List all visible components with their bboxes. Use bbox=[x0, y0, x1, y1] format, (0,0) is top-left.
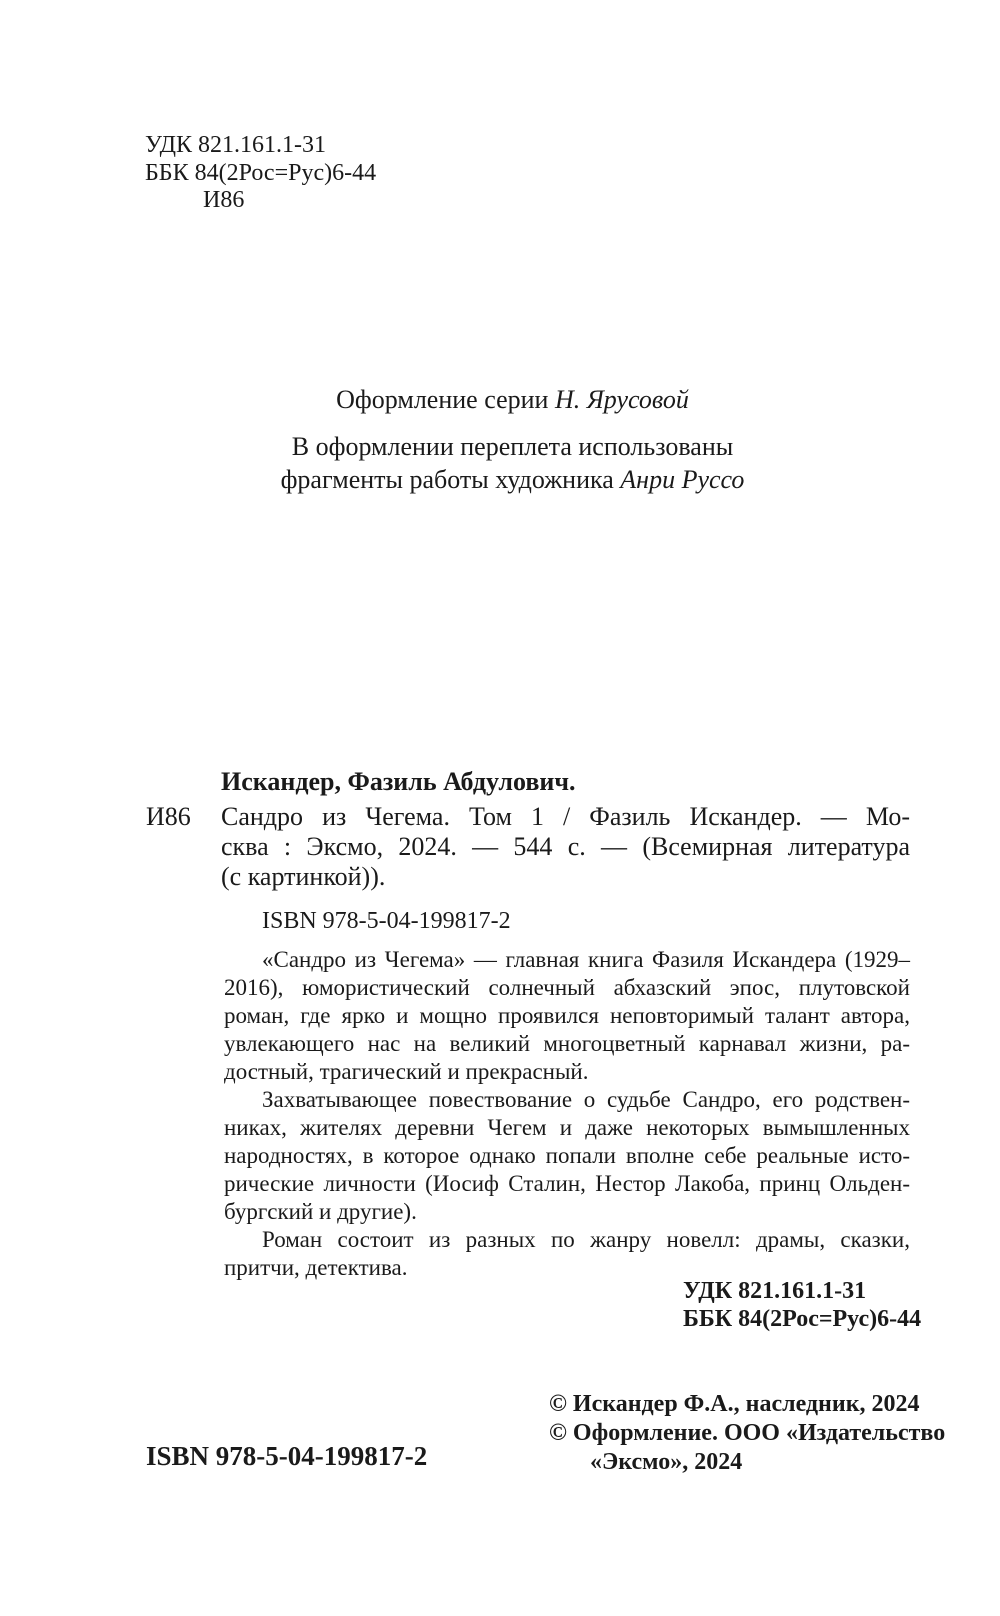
title-line-1: Сандро из Чегема. Том 1 / Фазиль Искандер. — Мо- bbox=[221, 802, 910, 831]
series-design-prefix: Оформление серии bbox=[336, 385, 555, 414]
series-design-credit bbox=[0, 383, 1000, 416]
catalog-udk: УДК 821.161.1-31 bbox=[683, 1278, 867, 1304]
catalog-bbk: ББК 84(2Рос=Рус)6-44 bbox=[683, 1306, 922, 1332]
annotation-paragraph-3 bbox=[224, 1226, 910, 1282]
annotation-line: никах, жителях деревни Чегем и даже некоторых вымышленных bbox=[224, 1115, 910, 1140]
author-heading: Искандер, Фазиль Абдулович. bbox=[221, 767, 576, 796]
binding-credit-line1: В оформлении переплета использованы bbox=[291, 432, 734, 461]
annotation-line: притчи, детектива. bbox=[224, 1255, 408, 1280]
annotation-line: роман, где ярко и мощно проявился неповторимый талант автора, bbox=[224, 1003, 910, 1028]
annotation-line: Захватывающее повествование о судьбе Сандро, его родствен- bbox=[262, 1087, 910, 1112]
annotation-line: 2016), юмористический солнечный абхазский эпос, плутовской bbox=[224, 975, 910, 1000]
series-designer-name: Н. Ярусовой bbox=[554, 385, 689, 414]
author-mark: И86 bbox=[203, 187, 245, 213]
binding-artist-name: Анри Руссо bbox=[620, 465, 745, 494]
footer-isbn: ISBN 978-5-04-199817-2 bbox=[146, 1441, 428, 1471]
copyright-design-line1: © Оформление. ООО «Издательство bbox=[549, 1420, 946, 1446]
title-line-2: сква : Эксмо, 2024. — 544 с. — (Всемирная литература bbox=[221, 832, 910, 861]
title-line-3: (с картинкой)). bbox=[221, 862, 386, 891]
annotation-line: Роман состоит из разных по жанру новелл: драмы, сказки, bbox=[262, 1227, 910, 1252]
annotation-line: увлекающего нас на великий многоцветный карнавал жизни, ра- bbox=[224, 1031, 910, 1056]
copyright-design-line2: «Эксмо», 2024 bbox=[590, 1449, 743, 1475]
catalog-isbn: ISBN 978-5-04-199817-2 bbox=[262, 908, 511, 934]
binding-credit-line2 bbox=[0, 463, 1000, 496]
annotation-line: народностях, в которое однако попали вполне себе реальные исто- bbox=[224, 1143, 910, 1168]
udk-code: УДК 821.161.1-31 bbox=[145, 132, 326, 158]
catalog-author-mark: И86 bbox=[146, 802, 191, 831]
bbk-code: ББК 84(2Рос=Рус)6-44 bbox=[145, 160, 377, 186]
annotation-line: «Сандро из Чегема» — главная книга Фазиля Искандера (1929– bbox=[262, 947, 910, 972]
annotation-paragraph-2 bbox=[224, 1086, 910, 1226]
annotation-line: рические личности (Иосиф Сталин, Нестор Лакоба, принц Ольден- bbox=[224, 1171, 910, 1196]
annotation-line: бургский и другие). bbox=[224, 1199, 417, 1224]
binding-credit-prefix: фрагменты работы художника bbox=[280, 465, 621, 494]
annotation-line: достный, трагический и прекрасный. bbox=[224, 1059, 589, 1084]
annotation-paragraph-1 bbox=[224, 946, 910, 1086]
copyright-author: © Искандер Ф.А., наследник, 2024 bbox=[549, 1391, 920, 1417]
